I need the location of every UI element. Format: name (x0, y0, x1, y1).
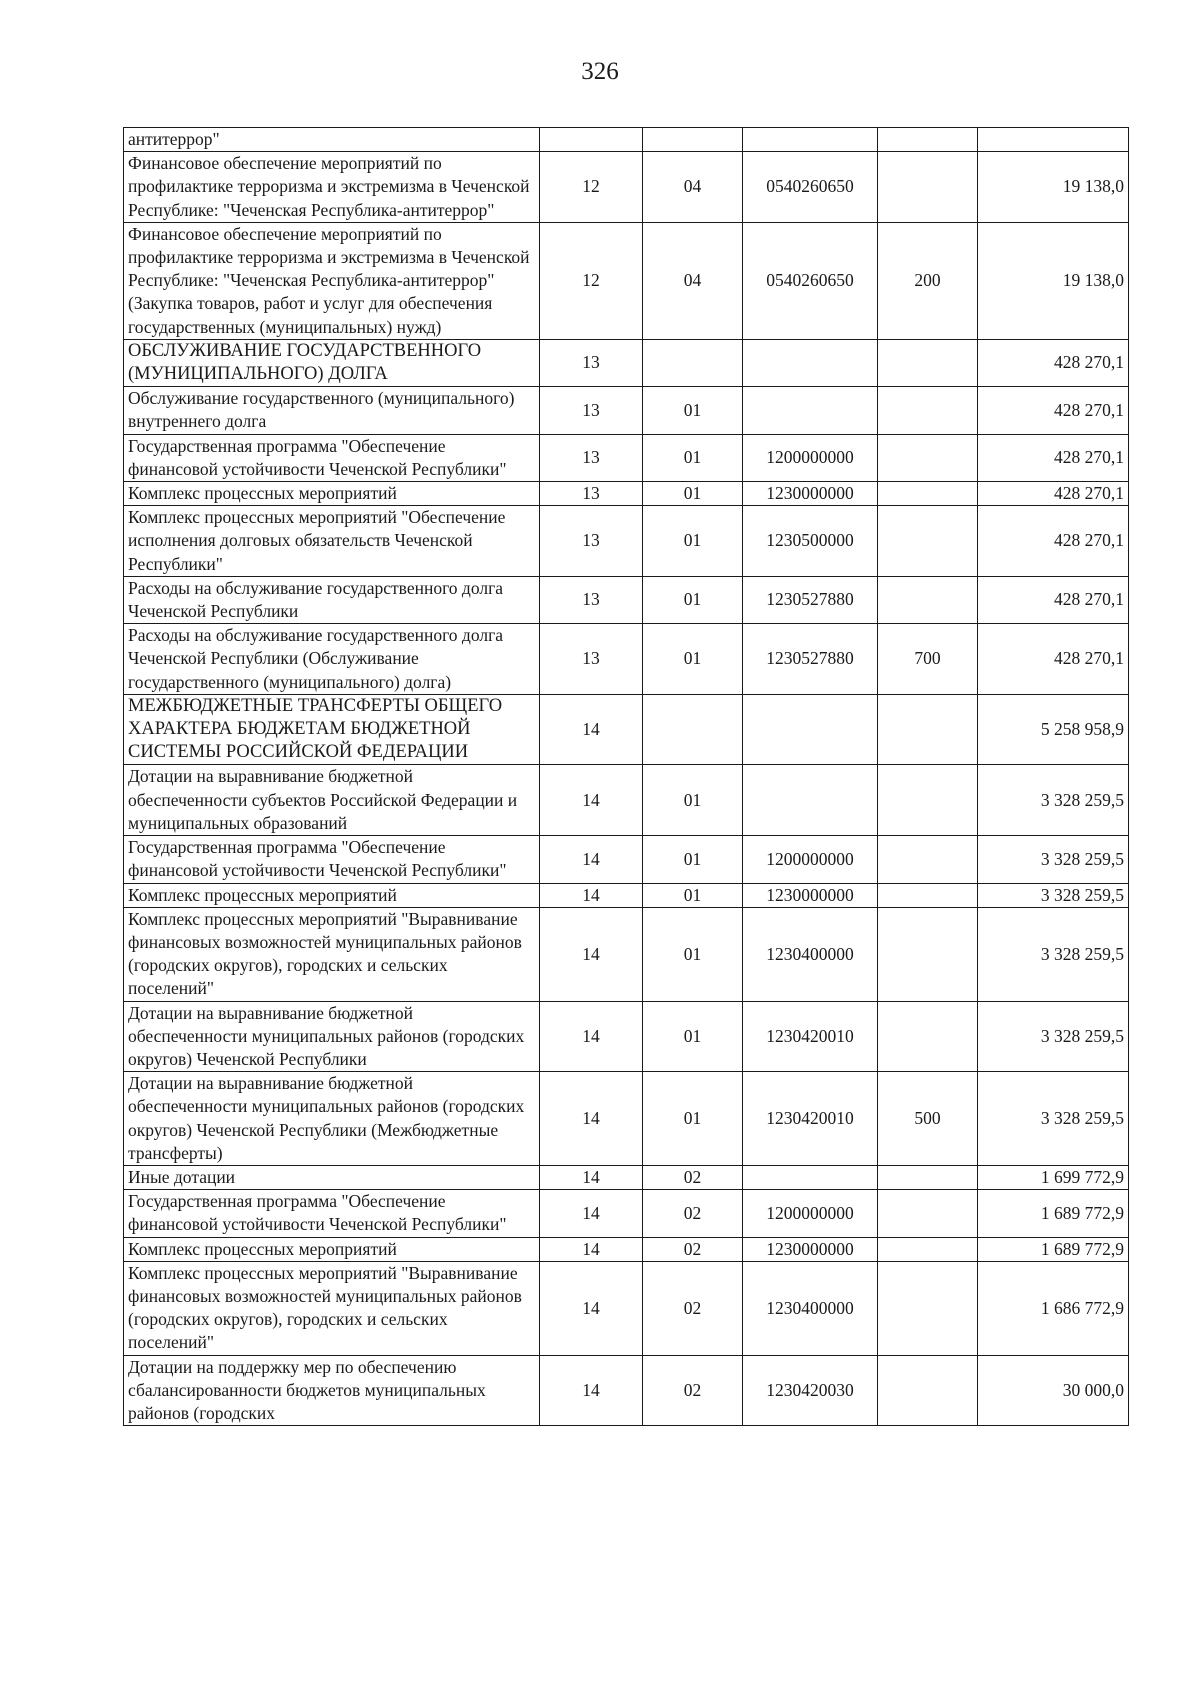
row-section-cell: 13 (540, 624, 643, 695)
row-section-cell: 14 (540, 694, 643, 765)
table-row (124, 694, 1129, 765)
row-expense-type-cell: 200 (878, 222, 978, 339)
row-section-cell: 14 (540, 1072, 643, 1166)
row-subsection-cell: 01 (643, 907, 743, 1001)
row-subsection-cell: 01 (643, 506, 743, 577)
table-row (124, 883, 1129, 907)
row-section-cell: 12 (540, 152, 643, 223)
row-section-cell: 14 (540, 765, 643, 836)
row-expense-type-cell: 700 (878, 624, 978, 695)
row-amount-cell: 5 258 958,9 (978, 694, 1129, 765)
row-subsection-cell: 02 (643, 1237, 743, 1261)
table-row (124, 1072, 1129, 1166)
table-row (124, 506, 1129, 577)
row-name-cell: Дотации на выравнивание бюджетной обеспеченности субъектов Российской Федерации и муниципальных образований (124, 765, 540, 836)
table-row (124, 128, 1129, 152)
row-expense-type-cell (878, 836, 978, 883)
table-row (124, 624, 1129, 695)
table-row (124, 434, 1129, 481)
page-number: 326 (581, 58, 619, 85)
row-expense-type-cell (878, 434, 978, 481)
row-name-cell: Расходы на обслуживание государственного долга Чеченской Республики (124, 576, 540, 623)
row-expense-type-cell (878, 152, 978, 223)
row-target-article-cell: 1230000000 (743, 883, 878, 907)
row-section-cell: 13 (540, 576, 643, 623)
row-expense-type-cell (878, 1237, 978, 1261)
row-target-article-cell (743, 387, 878, 434)
row-subsection-cell: 01 (643, 624, 743, 695)
row-expense-type-cell (878, 576, 978, 623)
row-amount-cell: 3 328 259,5 (978, 765, 1129, 836)
row-subsection-cell (643, 694, 743, 765)
row-target-article-cell: 1230420030 (743, 1355, 878, 1426)
row-section-cell: 14 (540, 1165, 643, 1189)
row-subsection-cell: 04 (643, 222, 743, 339)
row-name-cell: Обслуживание государственного (муниципального) внутреннего долга (124, 387, 540, 434)
row-subsection-cell: 01 (643, 836, 743, 883)
row-name-cell: Комплекс процессных мероприятий "Обеспечение исполнения долговых обязательств Чеченской Республики" (124, 506, 540, 577)
row-section-cell: 14 (540, 1001, 643, 1072)
row-name-cell: Иные дотации (124, 1165, 540, 1189)
row-amount-cell: 428 270,1 (978, 576, 1129, 623)
row-expense-type-cell: 500 (878, 1072, 978, 1166)
table-row (124, 222, 1129, 339)
row-target-article-cell: 1230527880 (743, 624, 878, 695)
row-name-cell: Государственная программа "Обеспечение финансовой устойчивости Чеченской Республики" (124, 836, 540, 883)
row-amount-cell: 428 270,1 (978, 434, 1129, 481)
row-subsection-cell (643, 339, 743, 386)
row-section-cell: 14 (540, 1190, 643, 1237)
row-expense-type-cell (878, 694, 978, 765)
row-amount-cell: 428 270,1 (978, 482, 1129, 506)
row-expense-type-cell (878, 907, 978, 1001)
row-target-article-cell: 1200000000 (743, 1190, 878, 1237)
row-subsection-cell (643, 128, 743, 152)
row-target-article-cell (743, 765, 878, 836)
row-expense-type-cell (878, 1190, 978, 1237)
row-section-cell: 13 (540, 387, 643, 434)
row-name-cell: Комплекс процессных мероприятий (124, 1237, 540, 1261)
row-name-cell: Дотации на поддержку мер по обеспечению сбалансированности бюджетов муниципальных районов (городских (124, 1355, 540, 1426)
row-target-article-cell: 1230400000 (743, 1261, 878, 1355)
row-section-cell: 14 (540, 1237, 643, 1261)
row-amount-cell: 3 328 259,5 (978, 907, 1129, 1001)
table-row (124, 1165, 1129, 1189)
row-amount-cell: 19 138,0 (978, 222, 1129, 339)
row-target-article-cell (743, 1165, 878, 1189)
row-target-article-cell: 1230400000 (743, 907, 878, 1001)
row-amount-cell: 3 328 259,5 (978, 836, 1129, 883)
row-name-cell: Комплекс процессных мероприятий "Выравнивание финансовых возможностей муниципальных районов (городских округов), городских и сельских поселений" (124, 907, 540, 1001)
row-name-cell: Финансовое обеспечение мероприятий по профилактике терроризма и экстремизма в Чеченской Республике: "Чеченская Республика-антитеррор" (Закупка товаров, работ и услуг для обеспечения государственных (муниципальных) нужд) (124, 222, 540, 339)
row-target-article-cell: 1200000000 (743, 434, 878, 481)
table-row (124, 907, 1129, 1001)
row-name-cell: ОБСЛУЖИВАНИЕ ГОСУДАРСТВЕННОГО (МУНИЦИПАЛЬНОГО) ДОЛГА (124, 339, 540, 386)
row-expense-type-cell (878, 1165, 978, 1189)
row-amount-cell: 30 000,0 (978, 1355, 1129, 1426)
row-amount-cell (978, 128, 1129, 152)
table-row (124, 576, 1129, 623)
row-amount-cell: 1 699 772,9 (978, 1165, 1129, 1189)
row-target-article-cell (743, 128, 878, 152)
table-row (124, 339, 1129, 386)
row-amount-cell: 428 270,1 (978, 339, 1129, 386)
table-row (124, 1355, 1129, 1426)
row-target-article-cell: 0540260650 (743, 222, 878, 339)
row-section-cell: 14 (540, 1261, 643, 1355)
row-name-cell: Государственная программа "Обеспечение финансовой устойчивости Чеченской Республики" (124, 1190, 540, 1237)
row-name-cell: Расходы на обслуживание государственного долга Чеченской Республики (Обслуживание государственного (муниципального) долга) (124, 624, 540, 695)
row-expense-type-cell (878, 1355, 978, 1426)
table-row (124, 1261, 1129, 1355)
row-subsection-cell: 02 (643, 1261, 743, 1355)
row-amount-cell: 428 270,1 (978, 387, 1129, 434)
row-target-article-cell: 1200000000 (743, 836, 878, 883)
row-expense-type-cell (878, 506, 978, 577)
row-target-article-cell: 1230000000 (743, 1237, 878, 1261)
table-row (124, 387, 1129, 434)
row-expense-type-cell (878, 339, 978, 386)
row-amount-cell: 3 328 259,5 (978, 1001, 1129, 1072)
row-target-article-cell (743, 339, 878, 386)
row-amount-cell: 1 689 772,9 (978, 1190, 1129, 1237)
row-subsection-cell: 01 (643, 434, 743, 481)
row-name-cell: Комплекс процессных мероприятий (124, 482, 540, 506)
row-subsection-cell: 02 (643, 1165, 743, 1189)
budget-table-body (124, 128, 1129, 1426)
row-subsection-cell: 01 (643, 1001, 743, 1072)
table-row (124, 765, 1129, 836)
row-subsection-cell: 01 (643, 387, 743, 434)
row-name-cell: Дотации на выравнивание бюджетной обеспеченности муниципальных районов (городских округов) Чеченской Республики (124, 1001, 540, 1072)
row-name-cell: Финансовое обеспечение мероприятий по профилактике терроризма и экстремизма в Чеченской Республике: "Чеченская Республика-антитеррор" (124, 152, 540, 223)
row-name-cell: Комплекс процессных мероприятий (124, 883, 540, 907)
row-section-cell: 13 (540, 339, 643, 386)
table-row (124, 482, 1129, 506)
row-section-cell: 13 (540, 482, 643, 506)
row-target-article-cell: 0540260650 (743, 152, 878, 223)
row-expense-type-cell (878, 1001, 978, 1072)
row-name-cell: Комплекс процессных мероприятий "Выравнивание финансовых возможностей муниципальных районов (городских округов), городских и сельских поселений" (124, 1261, 540, 1355)
row-target-article-cell (743, 694, 878, 765)
budget-table (123, 127, 1129, 1426)
row-subsection-cell: 04 (643, 152, 743, 223)
row-subsection-cell: 02 (643, 1190, 743, 1237)
row-amount-cell: 19 138,0 (978, 152, 1129, 223)
row-name-cell: Государственная программа "Обеспечение финансовой устойчивости Чеченской Республики" (124, 434, 540, 481)
row-subsection-cell: 01 (643, 765, 743, 836)
row-target-article-cell: 1230420010 (743, 1001, 878, 1072)
row-target-article-cell: 1230420010 (743, 1072, 878, 1166)
row-target-article-cell: 1230500000 (743, 506, 878, 577)
row-amount-cell: 1 689 772,9 (978, 1237, 1129, 1261)
row-target-article-cell: 1230000000 (743, 482, 878, 506)
row-section-cell: 13 (540, 506, 643, 577)
row-subsection-cell: 02 (643, 1355, 743, 1426)
row-amount-cell: 428 270,1 (978, 506, 1129, 577)
row-name-cell: МЕЖБЮДЖЕТНЫЕ ТРАНСФЕРТЫ ОБЩЕГО ХАРАКТЕРА БЮДЖЕТАМ БЮДЖЕТНОЙ СИСТЕМЫ РОССИЙСКОЙ ФЕДЕРАЦИИ (124, 694, 540, 765)
row-section-cell (540, 128, 643, 152)
row-section-cell: 14 (540, 907, 643, 1001)
row-amount-cell: 428 270,1 (978, 624, 1129, 695)
row-expense-type-cell (878, 1261, 978, 1355)
row-section-cell: 14 (540, 883, 643, 907)
table-row (124, 836, 1129, 883)
row-section-cell: 14 (540, 1355, 643, 1426)
row-name-cell: Дотации на выравнивание бюджетной обеспеченности муниципальных районов (городских округов) Чеченской Республики (Межбюджетные трансферты) (124, 1072, 540, 1166)
row-expense-type-cell (878, 482, 978, 506)
row-section-cell: 12 (540, 222, 643, 339)
row-expense-type-cell (878, 883, 978, 907)
row-subsection-cell: 01 (643, 576, 743, 623)
row-subsection-cell: 01 (643, 883, 743, 907)
row-subsection-cell: 01 (643, 482, 743, 506)
row-expense-type-cell (878, 387, 978, 434)
row-target-article-cell: 1230527880 (743, 576, 878, 623)
row-section-cell: 13 (540, 434, 643, 481)
row-amount-cell: 1 686 772,9 (978, 1261, 1129, 1355)
table-row (124, 1237, 1129, 1261)
row-amount-cell: 3 328 259,5 (978, 1072, 1129, 1166)
row-section-cell: 14 (540, 836, 643, 883)
row-amount-cell: 3 328 259,5 (978, 883, 1129, 907)
table-row (124, 1001, 1129, 1072)
table-row (124, 152, 1129, 223)
row-expense-type-cell (878, 765, 978, 836)
row-expense-type-cell (878, 128, 978, 152)
row-name-cell: антитеррор" (124, 128, 540, 152)
table-row (124, 1190, 1129, 1237)
row-subsection-cell: 01 (643, 1072, 743, 1166)
